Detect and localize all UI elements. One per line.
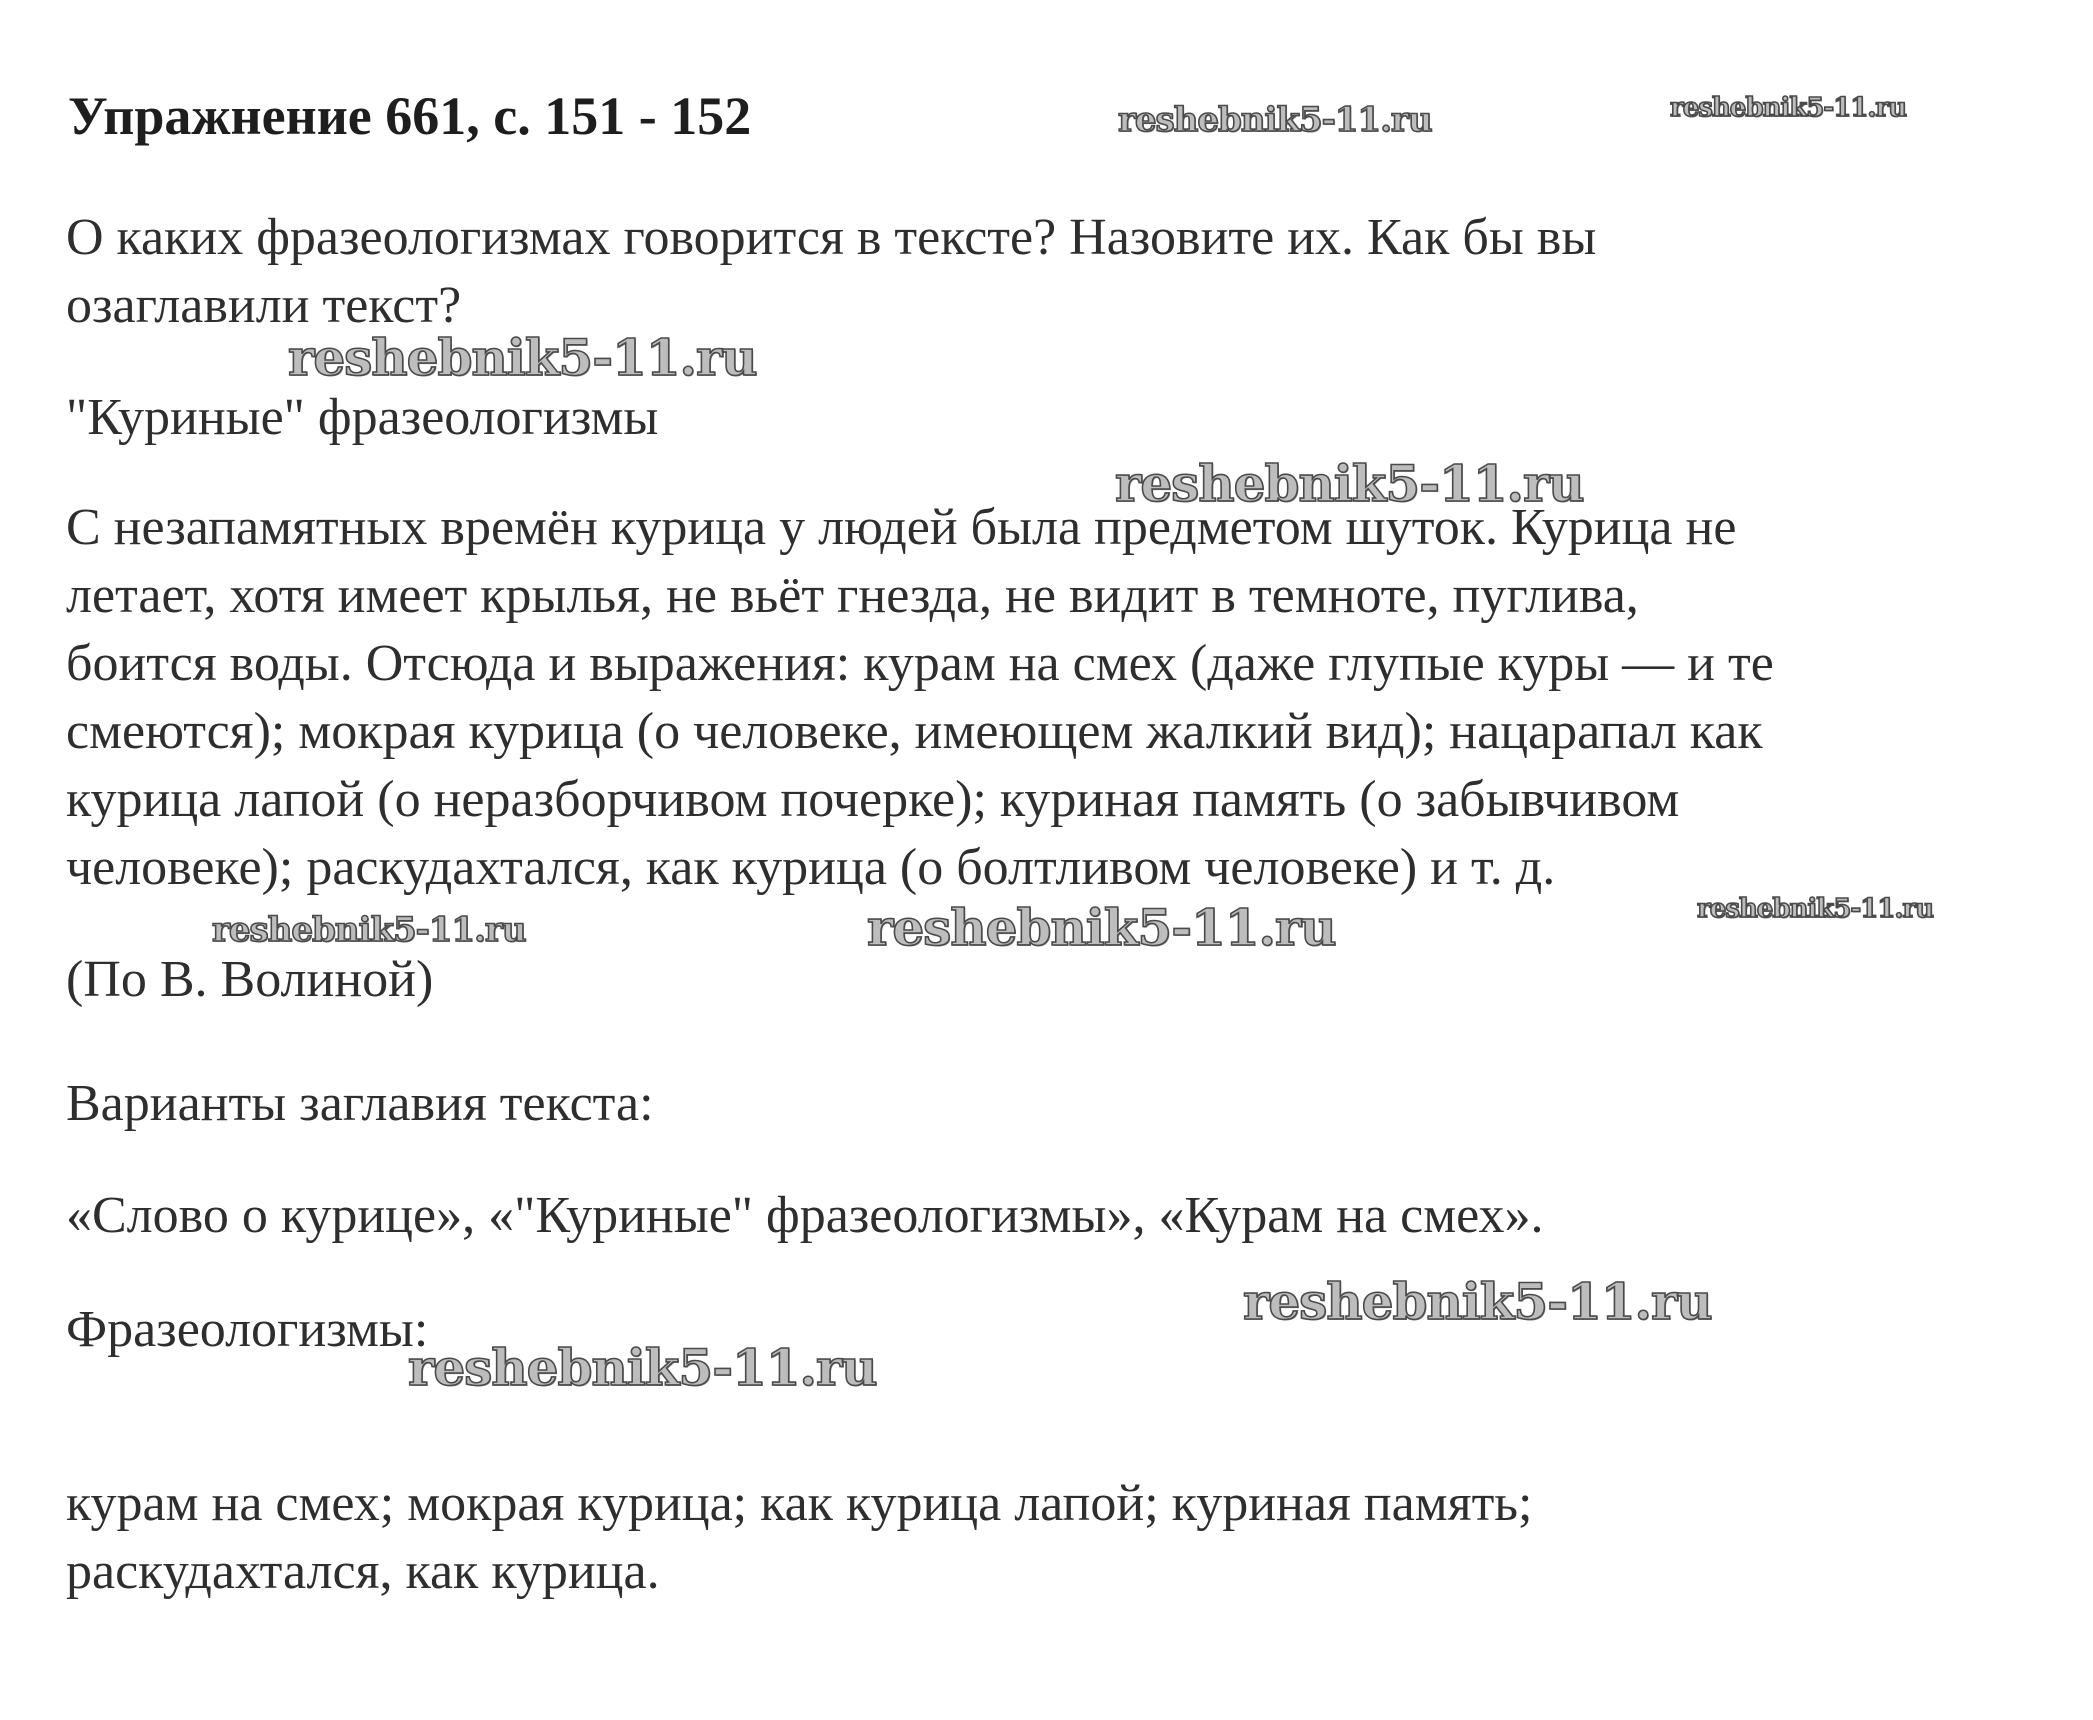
- text-body-line-1: С незапамятных времён курица у людей была предметом шуток. Курица не: [66, 499, 1737, 556]
- watermark: reshebnik5-11.ru: [1243, 1272, 1712, 1331]
- phrases-label: Фразеологизмы:: [66, 1301, 429, 1358]
- text-body-line-5: курица лапой (о неразборчивом почерке); куриная память (о забывчивом: [66, 771, 1680, 828]
- question-line-1: О каких фразеологизмах говорится в тексте? Назовите их. Как бы вы: [66, 209, 1597, 266]
- watermark: reshebnik5-11.ru: [212, 910, 526, 950]
- text-title: "Куриные" фразеологизмы: [66, 389, 659, 446]
- watermark: reshebnik5-11.ru: [1115, 454, 1584, 513]
- question-line-2: озаглавили текст?: [66, 277, 462, 334]
- exercise-heading: Упражнение 661, с. 151 - 152: [68, 86, 752, 146]
- text-body-line-4: смеются); мокрая курица (о человеке, имеющем жалкий вид); нацарапал как: [66, 703, 1763, 760]
- watermark: reshebnik5-11.ru: [867, 898, 1336, 957]
- watermark: reshebnik5-11.ru: [408, 1338, 877, 1397]
- titles-answer: «Слово о курице», «"Куриные" фразеологизмы», «Курам на смех».: [66, 1187, 1544, 1244]
- titles-label: Варианты заглавия текста:: [66, 1075, 654, 1132]
- text-body-line-6: человеке); раскудахтался, как курица (о болтливом человеке) и т. д.: [66, 839, 1556, 896]
- text-body-line-2: летает, хотя имеет крылья, не вьёт гнезда, не видит в темноте, пуглива,: [66, 567, 1639, 624]
- phrases-answer-line-2: раскудахтался, как курица.: [66, 1543, 660, 1600]
- watermark: reshebnik5-11.ru: [1670, 93, 1907, 123]
- text-body-line-3: боится воды. Отсюда и выражения: курам на смех (даже глупые куры — и те: [66, 635, 1774, 692]
- watermark: reshebnik5-11.ru: [288, 328, 757, 387]
- phrases-answer-line-1: курам на смех; мокрая курица; как курица лапой; куриная память;: [66, 1475, 1533, 1532]
- watermark: reshebnik5-11.ru: [1118, 100, 1432, 140]
- watermark: reshebnik5-11.ru: [1697, 894, 1934, 924]
- text-author: (По В. Волиной): [66, 951, 434, 1008]
